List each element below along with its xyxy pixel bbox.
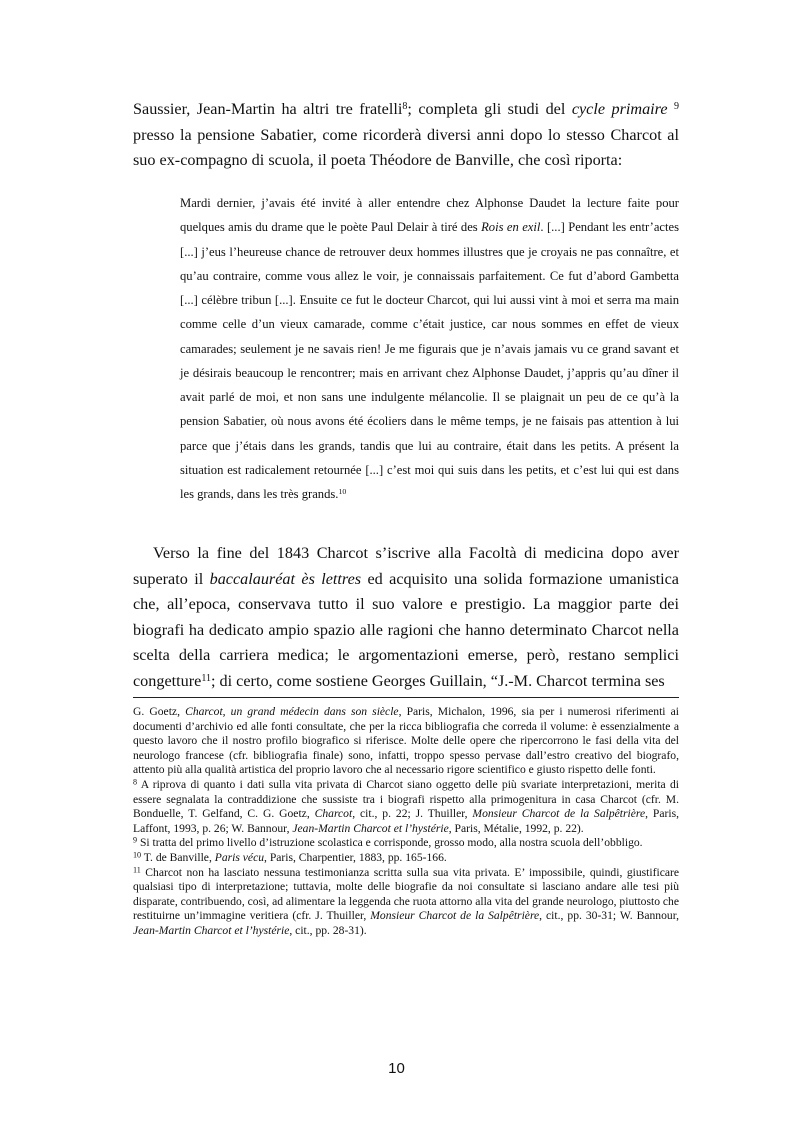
footnote-9: $^9$ Si tratta del primo livello d’istruzione scolastica e corrisponde, grosso modo, alla nostra scuola dell’obbligo. xyxy=(133,835,643,850)
footnotes xyxy=(133,705,679,939)
text-run: Verso la fine del 1843 Charcot s’iscrive alla Facoltà di medicina dopo aver superato il xyxy=(133,544,679,588)
footnote-ref-11[interactable]: 11 xyxy=(201,672,211,684)
italic-term: baccalauréat ès lettres xyxy=(209,569,362,588)
body-paragraph-1 xyxy=(133,97,679,174)
text-run: ; di certo, come sostiene Georges Guillain, “J.-M. Charcot termina ses xyxy=(211,671,665,690)
footnote-ref-9[interactable]: 9 xyxy=(674,100,680,112)
footnote-divider xyxy=(133,697,679,698)
footnote-8: $^8$ A riprova di quanto i dati sulla vita privata di Charcot siano oggetto delle più svariate interpretazioni, merita di essere segnalata la contraddizione che sussiste tra i biografi rispetto alla primogenitura in casa Charcot (cfr. M. Bonduelle, T. Gelfand, C. G. Goetz, Charcot, cit., p. 22; J. Thuiller, Monsieur Charcot de la Salpêtrière, Paris, Laffont, 1993, p. 26; W. Bannour, Jean-Martin Charcot et l’hystérie, Paris, Métalie, 1992, p. 22). xyxy=(133,777,679,835)
footnote-continuation: G. Goetz, Charcot, un grand médecin dans son siècle, Paris, Michalon, 1996, sia per i numerosi riferimenti ai documenti d’archivio ed alle fonti consultate, che per la ricca bibliografia che correda il volume: è essenzialmente a questo lavoro che il nostro profilo biografico si riferisce. Molte delle opere che ripercorrono le fasi della vita del neurologo francese (cfr. bibliografia finale) sono, infatti, troppo spesso pervase dall’estro creativo del biografo, attento più alla qualità artistica del proprio lavoro che al necessario rigore scientifico e giusto rispetto delle fonti. xyxy=(133,705,680,777)
text-run: ed acquisito una solida formazione umanistica che, all’epoca, conservava tutto il suo valore e prestigio. La maggior parte dei biografi ha dedicato ampio spazio alle ragioni che hanno determinato Charcot nella scelta della carriera medica; le argomentazioni emerse, però, restano semplici congetture xyxy=(133,569,679,690)
text-run: presso la pensione Sabatier, come ricorderà diversi anni dopo lo stesso Charcot al suo ex-compagno di scuola, il poeta Théodore de Banville, che così riporta: xyxy=(133,125,679,169)
block-quote xyxy=(180,191,679,506)
quote-text: . [...] Pendant les entr’actes [...] j’eus l’heureuse chance de retrouver deux hommes illustres que je croyais ne pas connaître, et qu’au contraire, comme vous allez le voir, je connaissais parfaitement. Ce fut d’abord Gambetta [...] célèbre tribun [...]. Ensuite ce fut le docteur Charcot, qui lui aussi vint à moi et serra ma main comme celle d’un vieux camarade, comme c’était justice, car nous sommes en effet de vieux camarades; seulement je ne savais rien! Je me figurais que je n’avais jamais vu ce grand savant et je désirais beaucoup le rencontrer; mais en arrivant chez Alphonse Daudet, j’appris qu’au dîner il avait parlé de moi, et non sans une indulgente mélancolie. Il se plaignait un peu de ce qu’à la pension Sabatier, où nous avons été écoliers dans le même temps, je ne faisais pas attention à lui parce que j’étais dans les grands, tandis que lui au contraire, était dans les petits. A présent la situation est radicalement retournée [...] c’est moi qui suis dans les petits, et c’est lui qui est dans les grands, dans les très grands. xyxy=(180,220,679,501)
body-paragraph-2 xyxy=(133,541,679,694)
footnote-11: $^{11}$ Charcot non ha lasciato nessuna testimonianza scritta sulla sua vita privata. E’ impossibile, quindi, giustificare qualsiasi tipo di interpretazione; tuttavia, molte delle biografie da noi consultate si lasciano andare alle tesi più disparate, contribuendo, così, ad alimentare la leggenda che ruota attorno alla vita del grande neurologo, piuttosto che restituirne un’immagine veritiera (cfr. J. Thuiller, Monsieur Charcot de la Salpêtrière, cit., pp. 30-31; W. Bannour, Jean-Martin Charcot et l’hystérie, cit., pp. 28-31). xyxy=(133,864,679,937)
text-run: Saussier, Jean-Martin ha altri tre fratelli xyxy=(133,100,403,118)
footnote-ref-8[interactable]: 8 xyxy=(402,100,408,112)
text-run: ; completa gli studi del xyxy=(407,100,572,118)
italic-term: cycle primaire xyxy=(571,100,668,118)
footnote-ref-10[interactable]: 10 xyxy=(338,487,347,497)
footnote-10: $^{10}$ T. de Banville, Paris vécu, Paris, Charpentier, 1883, pp. 165-166. xyxy=(133,850,447,864)
page-number: 10 xyxy=(388,1060,405,1077)
italic-title: Rois en exil xyxy=(481,220,541,235)
quote-text: Mardi dernier, j’avais été invité à aller entendre chez Alphonse Daudet la lecture faite pour quelques amis du drame que le poète Paul Delair à tiré des xyxy=(180,196,679,235)
